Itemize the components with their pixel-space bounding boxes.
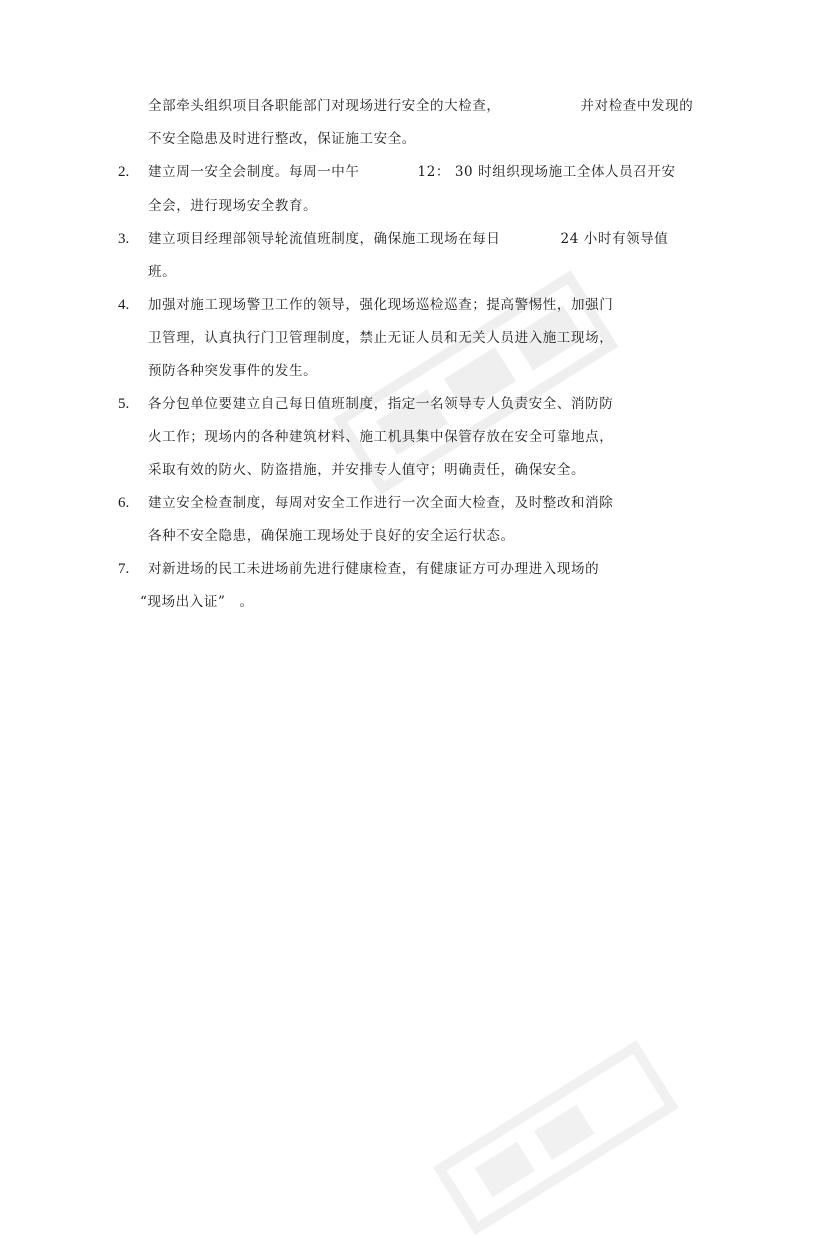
- text-line: [148, 493, 613, 513]
- text-line: [148, 96, 693, 116]
- text-line: [140, 592, 254, 612]
- watermark-bottom: [426, 1028, 694, 1242]
- text-line: [148, 229, 668, 249]
- text-segment: 全部牵头组织项目各职能部门对现场进行安全的大检查，: [148, 98, 501, 114]
- text-line: [148, 162, 676, 182]
- text-line: [148, 427, 613, 447]
- text-segment: 各分包单位要建立自己每日值班制度，指定一名领导专人负责安全、消防防: [148, 396, 614, 412]
- text-line: [148, 295, 613, 315]
- text-segment: 对新进场的民工未进场前先进行健康检查，有健康证方可办理进入现场的: [148, 561, 600, 577]
- text-segment: 建立项目经理部领导轮流值班制度，确保施工现场在每日: [148, 231, 501, 247]
- text-segment: 各种不安全隐患，确保施工现场处于良好的安全运行状态。: [148, 528, 515, 544]
- text-segment: 全会，进行现场安全教育。: [148, 198, 318, 214]
- text-segment: 采取有效的防火、防盗措施，并安排专人值守；明确责任，确保安全。: [148, 462, 586, 478]
- text-line: [148, 328, 613, 348]
- text-segment: 加强对施工现场警卫工作的领导，强化现场巡检巡查；提高警惕性，加强门: [148, 297, 614, 313]
- list-number: 4.: [118, 297, 130, 313]
- text-segment: 建立周一安全会制度。每周一中午: [148, 164, 360, 180]
- list-number: 2.: [118, 164, 130, 180]
- text-line: [148, 262, 176, 282]
- text-segment: 。: [239, 594, 254, 610]
- list-number: 5.: [118, 396, 130, 412]
- text-segment: 不安全隐患及时进行整改，保证施工安全。: [148, 131, 416, 147]
- text-segment: 班。: [148, 264, 177, 280]
- text-segment: 卫管理，认真执行门卫管理制度，禁止无证人员和无关人员进入施工现场，: [148, 330, 614, 346]
- watermark-bottom-mark: [426, 1028, 694, 1242]
- text-line: [148, 394, 613, 414]
- text-segment: 并对检查中发现的: [580, 98, 694, 114]
- list-number: 3.: [118, 231, 130, 247]
- text-line: [148, 361, 317, 381]
- list-number: 6.: [118, 495, 130, 511]
- text-line: [148, 460, 585, 480]
- text-line: [148, 196, 317, 216]
- text-line: [148, 559, 599, 579]
- text-segment: 预防各种突发事件的发生。: [148, 363, 318, 379]
- text-segment: “现场出入证”: [140, 594, 226, 610]
- text-segment: 24 小时有领导值: [560, 231, 669, 247]
- text-line: [148, 129, 416, 149]
- list-number: 7.: [118, 561, 130, 577]
- text-segment: 12： 30 时组织现场施工全体人员召开安: [417, 164, 676, 180]
- text-line: [148, 526, 515, 546]
- text-segment: 建立安全检查制度，每周对安全工作进行一次全面大检查，及时整改和消除: [148, 495, 614, 511]
- text-segment: 火工作；现场内的各种建筑材料、施工机具集中保管存放在安全可靠地点，: [148, 429, 614, 445]
